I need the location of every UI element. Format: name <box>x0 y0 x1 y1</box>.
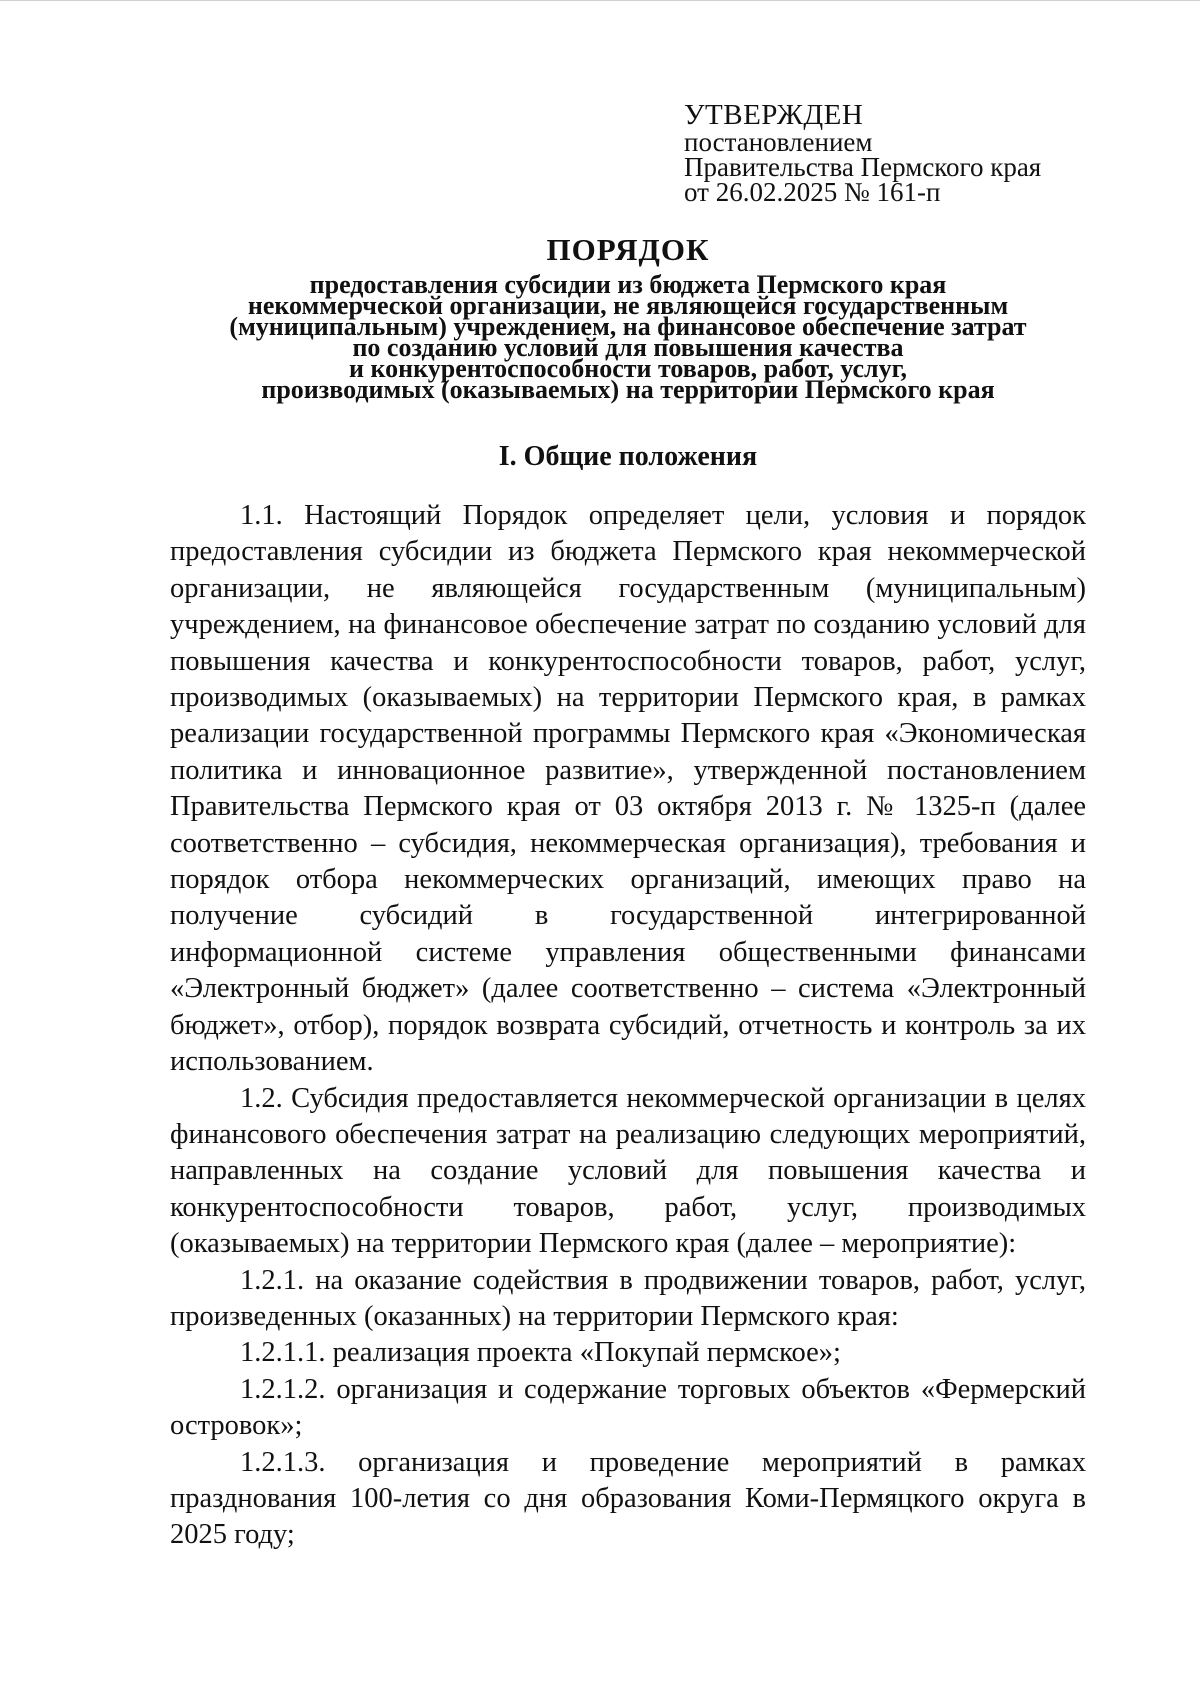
subtitle-line: некоммерческой организации, не являющейся государственным <box>247 291 1009 320</box>
paragraph: 1.2.1.1. реализация проекта «Покупай пермское»; <box>240 1337 841 1369</box>
paragraph: 1.2.1. на оказание содействия в продвижении товаров, работ, услуг, произведенных (оказанных) на территории Пермского края: <box>170 1264 1086 1332</box>
document-title: ПОРЯДОК <box>546 232 710 267</box>
section-title: I. Общие положения <box>498 441 758 472</box>
paragraph: 1.2.1.2. организация и содержание торговых объектов «Фермерский островок»; <box>170 1373 1086 1442</box>
subtitle-line: предоставления субсидии из бюджета Пермского края <box>309 270 947 299</box>
approval-government: Правительства Пермского края <box>684 152 1042 182</box>
approval-approved: УТВЕРЖДЕН <box>684 99 864 131</box>
paragraph: 1.2. Субсидия предоставляется некоммерческой организации в целях финансового обеспечения затрат на реализацию следующих мероприятий, направленных на создание условий для повышения качества и конкурентоспособности товаров, работ, услуг, производимых (оказываемых) на территории Пермского края (далее – мероприятие): <box>170 1082 1086 1260</box>
approval-stamp-block <box>684 100 1104 205</box>
paragraph: 1.2.1.3. организация и проведение мероприятий в рамках празднования 100-летия со дня образования Коми-Пермяцкого округа в 2025 году; <box>170 1446 1086 1551</box>
approval-by-resolution: постановлением <box>684 127 873 157</box>
scan-top-edge <box>0 0 1200 1</box>
subtitle-line: и конкурентоспособности товаров, работ, услуг, <box>349 354 907 383</box>
document-subtitle <box>150 270 1106 404</box>
subtitle-line: производимых (оказываемых) на территории Пермского края <box>261 375 995 404</box>
paragraph: 1.1. Настоящий Порядок определяет цели, условия и порядок предоставления субсидии из бюджета Пермского края некоммерческой организации, не являющейся государственным (муниципальным) учреждением, на финансовое обеспечение затрат по созданию условий для повышения качества и конкурентоспособности товаров, работ, услуг, производимых (оказываемых) на территории Пермского края, в рамках реализации государственной программы Пермского края «Экономическая политика и инновационное развитие», утвержденной постановлением Правительства Пермского края от 03 октября 2013 г. № 1325-п (далее соответственно – субсидия, некоммерческая организация), требования и порядок отбора некоммерческих организаций, имеющих право на получение субсидий в государственной интегрированной информационной системе управления общественными финансами «Электронный бюджет» (далее соответственно – система «Электронный бюджет», отбор), порядок возврата субсидий, отчетность и контроль за их использованием. <box>170 500 1086 1078</box>
document-body <box>170 498 1086 1554</box>
subtitle-line: по созданию условий для повышения качества <box>352 333 904 362</box>
subtitle-line: (муниципальным) учреждением, на финансовое обеспечение затрат <box>229 312 1027 341</box>
approval-date-number: от 26.02.2025 № 161-п <box>684 177 941 207</box>
